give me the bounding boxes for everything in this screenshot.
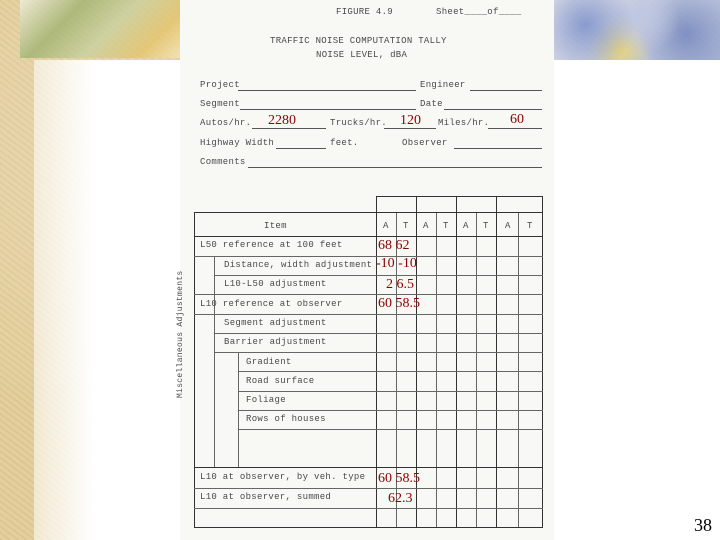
observer-label: Observer [402, 138, 448, 148]
table-row-line-2 [214, 275, 543, 276]
table-row-line-5 [214, 333, 543, 334]
row-foliage: Foliage [246, 395, 286, 405]
col-header-4: T [443, 221, 449, 231]
col-header-5: A [463, 221, 469, 231]
row-l50-reference: L50 reference at 100 feet [200, 240, 343, 250]
highway-width-line [276, 148, 326, 149]
miles-label: Miles/hr. [438, 118, 490, 128]
table-row-line-4 [194, 314, 543, 315]
row-road-surface: Road surface [246, 376, 315, 386]
table-top-line [376, 196, 543, 197]
misc-group-line [238, 352, 239, 467]
trucks-value: 120 [400, 113, 421, 128]
col-header-8: T [527, 221, 533, 231]
table-row-line-13 [194, 508, 543, 509]
table-border-right [542, 196, 543, 528]
table-row-line-7 [238, 371, 543, 372]
figure-label: FIGURE 4.9 [336, 7, 394, 17]
row-gradient: Gradient [246, 357, 292, 367]
table-col-sep-2 [456, 196, 457, 528]
sheet-label: Sheet____of____ [436, 7, 522, 17]
observer-line [454, 148, 542, 149]
segment-label: Segment [200, 99, 240, 109]
row-l10-reference: L10 reference at observer [200, 299, 343, 309]
table-sub-sep-3 [476, 212, 477, 528]
col-header-7: A [505, 221, 511, 231]
indent-line [214, 256, 215, 467]
row-l10-summed: L10 at observer, summed [200, 492, 332, 502]
miles-value: 60 [510, 112, 524, 127]
trucks-label: Trucks/hr. [330, 118, 388, 128]
col-header-1: A [383, 221, 389, 231]
segment-line [240, 109, 416, 110]
row-segment-adjustment: Segment adjustment [224, 318, 327, 328]
table-col-sep-3 [496, 196, 497, 528]
feet-label: feet. [330, 138, 359, 148]
row-rows-of-houses: Rows of houses [246, 414, 326, 424]
engineer-line [470, 90, 542, 91]
table-sub-sep-2 [436, 212, 437, 528]
table-row-line-1 [194, 256, 543, 257]
misc-adjustments-label: Miscellaneous Adjustments [176, 270, 185, 398]
form-subtitle: NOISE LEVEL, dBA [316, 50, 408, 60]
value-distance-adjustment: -10 -10 [376, 256, 417, 271]
table-row-line-10 [238, 429, 543, 430]
value-l50-reference: 68 62 [378, 238, 410, 253]
miles-line [488, 128, 542, 129]
value-l10-by-type: 60 58.5 [378, 471, 420, 486]
comments-line [248, 167, 542, 168]
table-row-line-8 [238, 391, 543, 392]
project-label: Project [200, 80, 240, 90]
form-title: TRAFFIC NOISE COMPUTATION TALLY [270, 36, 447, 46]
table-row-line-6 [214, 352, 543, 353]
col-header-6: T [483, 221, 489, 231]
value-l10-summed: 62.3 [388, 491, 413, 506]
highway-width-label: Highway Width [200, 138, 275, 148]
project-line [238, 90, 416, 91]
autos-value: 2280 [268, 113, 296, 128]
date-label: Date [420, 99, 443, 109]
value-l10-reference: 60 58.5 [378, 296, 420, 311]
comments-label: Comments [200, 157, 246, 167]
table-bottom-line [194, 527, 543, 528]
col-header-3: A [423, 221, 429, 231]
table-header-top [194, 212, 543, 213]
scanned-form [176, 0, 554, 540]
table-border-left [194, 212, 195, 528]
corner-decoration-top-left [20, 0, 180, 58]
table-row-line-9 [238, 410, 543, 411]
row-distance-adjustment: Distance, width adjustment [224, 260, 373, 270]
col-header-2: T [403, 221, 409, 231]
table-header-bottom [194, 236, 543, 237]
slide-page-number: 38 [694, 515, 712, 535]
corner-decoration-top-right [552, 0, 720, 62]
item-header: Item [264, 221, 287, 231]
row-l10-l50-adjustment: L10-L50 adjustment [224, 279, 327, 289]
date-line [444, 109, 542, 110]
table-row-line-3 [194, 294, 543, 295]
table-sub-sep-4 [518, 212, 519, 528]
autos-label: Autos/hr. [200, 118, 252, 128]
table-divider-item [376, 196, 377, 528]
value-l10-l50-adjustment: 2 6.5 [386, 277, 414, 292]
table-row-line-11 [194, 467, 543, 468]
row-l10-by-type: L10 at observer, by veh. type [200, 472, 366, 482]
engineer-label: Engineer [420, 80, 466, 90]
table-row-line-12 [194, 488, 543, 489]
row-barrier-adjustment: Barrier adjustment [224, 337, 327, 347]
